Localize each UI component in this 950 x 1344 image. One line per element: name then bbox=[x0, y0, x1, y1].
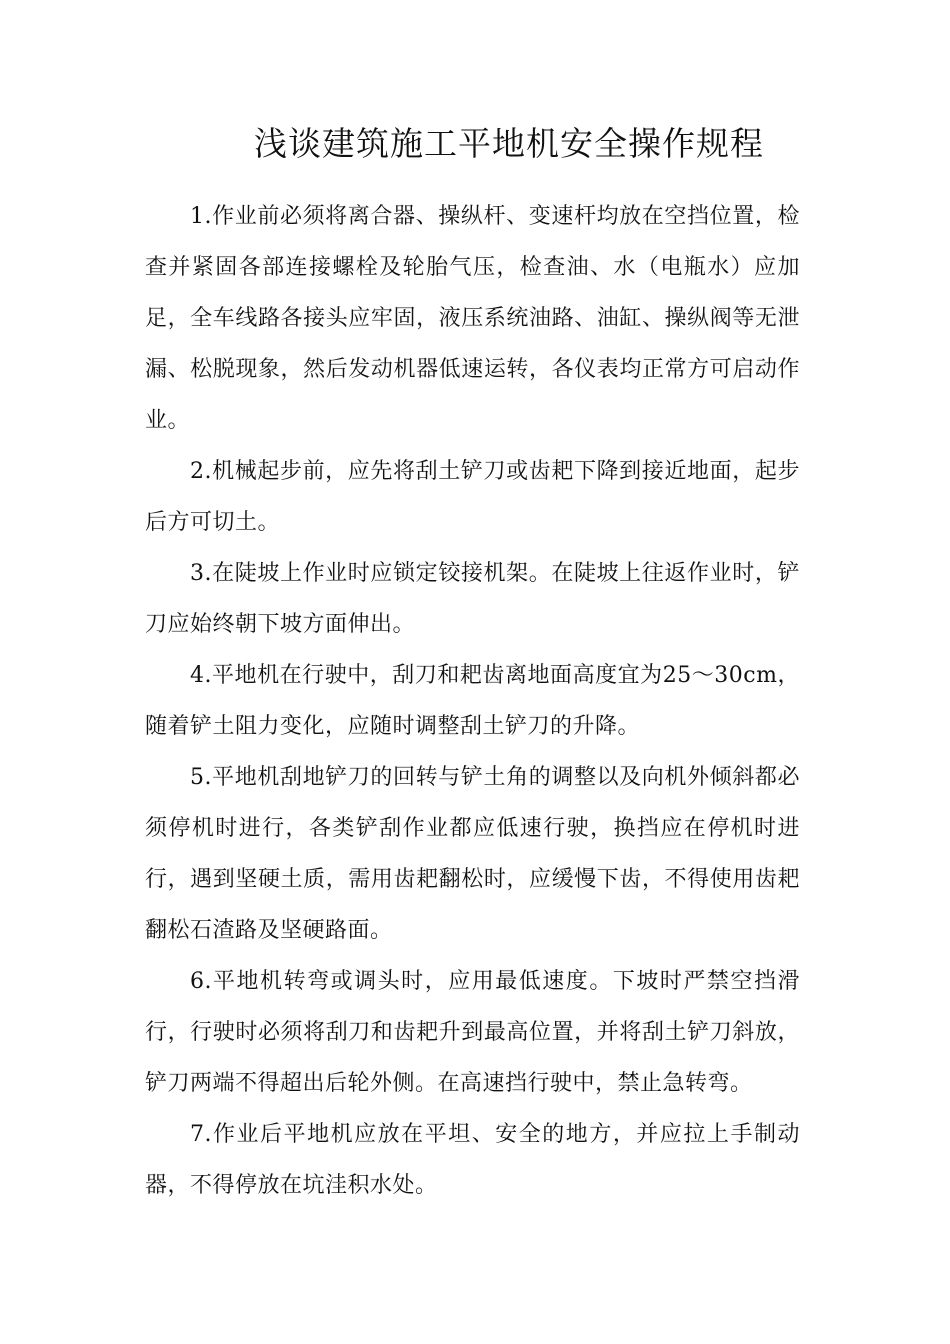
paragraph-6: 6.平地机转弯或调头时，应用最低速度。下坡时严禁空挡滑行，行驶时必须将刮刀和齿耙升到最高位置，并将刮土铲刀斜放，铲刀两端不得超出后轮外侧。在高速挡行驶中，禁止急转弯。 bbox=[145, 969, 800, 1096]
paragraph-3: 3.在陡坡上作业时应锁定铰接机架。在陡坡上往返作业时，铲刀应始终朝下坡方面伸出。 bbox=[145, 561, 800, 637]
paragraph-4: 4.平地机在行驶中，刮刀和耙齿离地面高度宜为25～30cm，随着铲土阻力变化，应随时调整刮土铲刀的升降。 bbox=[145, 663, 800, 739]
paragraph-1: 1.作业前必须将离合器、操纵杆、变速杆均放在空挡位置，检查并紧固各部连接螺栓及轮胎气压，检查油、水（电瓶水）应加足，全车线路各接头应牢固，液压系统油路、油缸、操纵阀等无泄漏、松脱现象，然后发动机器低速运转，各仪表均正常方可启动作业。 bbox=[145, 204, 800, 433]
paragraph-5: 5.平地机刮地铲刀的回转与铲土角的调整以及向机外倾斜都必须停机时进行，各类铲刮作业都应低速行驶，换挡应在停机时进行，遇到坚硬土质，需用齿耙翻松时，应缓慢下齿，不得使用齿耙翻松石渣路及坚硬路面。 bbox=[145, 765, 800, 943]
document-title: 浅谈建筑施工平地机安全操作规程 bbox=[254, 124, 764, 163]
paragraph-7: 7.作业后平地机应放在平坦、安全的地方，并应拉上手制动器，不得停放在坑洼积水处。 bbox=[145, 1122, 800, 1198]
paragraph-2: 2.机械起步前，应先将刮土铲刀或齿耙下降到接近地面，起步后方可切土。 bbox=[145, 459, 800, 535]
document-body bbox=[145, 191, 800, 1211]
